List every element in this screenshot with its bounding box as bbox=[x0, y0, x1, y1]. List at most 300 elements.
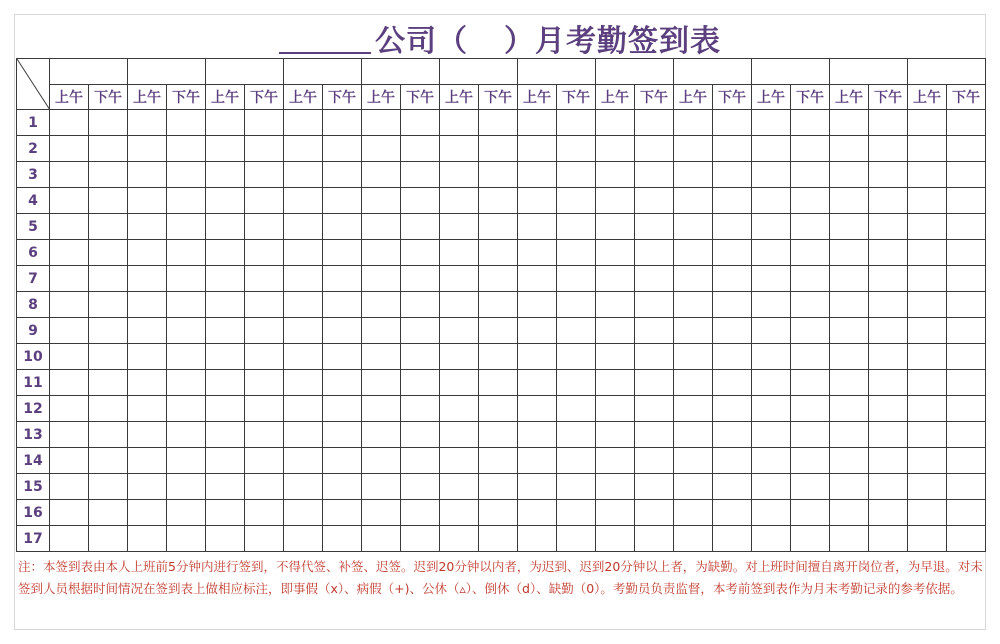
sign-in-cell[interactable] bbox=[401, 292, 440, 318]
sign-in-cell[interactable] bbox=[128, 110, 167, 136]
sign-in-cell[interactable] bbox=[791, 422, 830, 448]
sign-in-cell[interactable] bbox=[362, 318, 401, 344]
sign-in-cell[interactable] bbox=[401, 500, 440, 526]
sign-in-cell[interactable] bbox=[128, 240, 167, 266]
sign-in-cell[interactable] bbox=[50, 448, 89, 474]
sign-in-cell[interactable] bbox=[869, 474, 908, 500]
sign-in-cell[interactable] bbox=[557, 344, 596, 370]
sign-in-cell[interactable] bbox=[557, 318, 596, 344]
sign-in-cell[interactable] bbox=[50, 292, 89, 318]
date-cell[interactable] bbox=[362, 59, 440, 85]
sign-in-cell[interactable] bbox=[245, 136, 284, 162]
sign-in-cell[interactable] bbox=[674, 500, 713, 526]
sign-in-cell[interactable] bbox=[869, 266, 908, 292]
sign-in-cell[interactable] bbox=[830, 474, 869, 500]
sign-in-cell[interactable] bbox=[440, 292, 479, 318]
company-name-blank[interactable] bbox=[279, 22, 371, 54]
sign-in-cell[interactable] bbox=[791, 188, 830, 214]
sign-in-cell[interactable] bbox=[440, 162, 479, 188]
sign-in-cell[interactable] bbox=[596, 136, 635, 162]
sign-in-cell[interactable] bbox=[323, 370, 362, 396]
sign-in-cell[interactable] bbox=[284, 214, 323, 240]
sign-in-cell[interactable] bbox=[908, 526, 947, 552]
sign-in-cell[interactable] bbox=[284, 370, 323, 396]
sign-in-cell[interactable] bbox=[89, 344, 128, 370]
sign-in-cell[interactable] bbox=[323, 266, 362, 292]
sign-in-cell[interactable] bbox=[908, 318, 947, 344]
sign-in-cell[interactable] bbox=[479, 240, 518, 266]
sign-in-cell[interactable] bbox=[167, 500, 206, 526]
sign-in-cell[interactable] bbox=[791, 370, 830, 396]
sign-in-cell[interactable] bbox=[830, 214, 869, 240]
sign-in-cell[interactable] bbox=[167, 162, 206, 188]
sign-in-cell[interactable] bbox=[752, 422, 791, 448]
sign-in-cell[interactable] bbox=[713, 344, 752, 370]
sign-in-cell[interactable] bbox=[518, 526, 557, 552]
sign-in-cell[interactable] bbox=[479, 526, 518, 552]
sign-in-cell[interactable] bbox=[362, 344, 401, 370]
sign-in-cell[interactable] bbox=[440, 266, 479, 292]
sign-in-cell[interactable] bbox=[791, 448, 830, 474]
sign-in-cell[interactable] bbox=[362, 500, 401, 526]
sign-in-cell[interactable] bbox=[50, 136, 89, 162]
sign-in-cell[interactable] bbox=[557, 266, 596, 292]
sign-in-cell[interactable] bbox=[128, 162, 167, 188]
sign-in-cell[interactable] bbox=[89, 500, 128, 526]
sign-in-cell[interactable] bbox=[635, 110, 674, 136]
sign-in-cell[interactable] bbox=[713, 370, 752, 396]
sign-in-cell[interactable] bbox=[206, 318, 245, 344]
sign-in-cell[interactable] bbox=[362, 292, 401, 318]
sign-in-cell[interactable] bbox=[128, 136, 167, 162]
sign-in-cell[interactable] bbox=[401, 344, 440, 370]
sign-in-cell[interactable] bbox=[440, 214, 479, 240]
sign-in-cell[interactable] bbox=[752, 396, 791, 422]
sign-in-cell[interactable] bbox=[908, 396, 947, 422]
sign-in-cell[interactable] bbox=[284, 422, 323, 448]
sign-in-cell[interactable] bbox=[206, 526, 245, 552]
sign-in-cell[interactable] bbox=[323, 474, 362, 500]
sign-in-cell[interactable] bbox=[50, 110, 89, 136]
sign-in-cell[interactable] bbox=[674, 214, 713, 240]
sign-in-cell[interactable] bbox=[440, 344, 479, 370]
sign-in-cell[interactable] bbox=[50, 188, 89, 214]
sign-in-cell[interactable] bbox=[89, 474, 128, 500]
sign-in-cell[interactable] bbox=[557, 240, 596, 266]
sign-in-cell[interactable] bbox=[635, 162, 674, 188]
sign-in-cell[interactable] bbox=[713, 136, 752, 162]
sign-in-cell[interactable] bbox=[752, 448, 791, 474]
sign-in-cell[interactable] bbox=[479, 266, 518, 292]
sign-in-cell[interactable] bbox=[947, 136, 986, 162]
sign-in-cell[interactable] bbox=[947, 396, 986, 422]
sign-in-cell[interactable] bbox=[479, 188, 518, 214]
sign-in-cell[interactable] bbox=[167, 526, 206, 552]
sign-in-cell[interactable] bbox=[401, 110, 440, 136]
sign-in-cell[interactable] bbox=[167, 422, 206, 448]
sign-in-cell[interactable] bbox=[440, 188, 479, 214]
sign-in-cell[interactable] bbox=[596, 448, 635, 474]
sign-in-cell[interactable] bbox=[401, 422, 440, 448]
sign-in-cell[interactable] bbox=[869, 136, 908, 162]
sign-in-cell[interactable] bbox=[830, 162, 869, 188]
sign-in-cell[interactable] bbox=[596, 422, 635, 448]
sign-in-cell[interactable] bbox=[557, 214, 596, 240]
sign-in-cell[interactable] bbox=[284, 292, 323, 318]
sign-in-cell[interactable] bbox=[518, 240, 557, 266]
sign-in-cell[interactable] bbox=[908, 448, 947, 474]
sign-in-cell[interactable] bbox=[713, 188, 752, 214]
sign-in-cell[interactable] bbox=[596, 162, 635, 188]
date-cell[interactable] bbox=[752, 59, 830, 85]
sign-in-cell[interactable] bbox=[869, 162, 908, 188]
sign-in-cell[interactable] bbox=[89, 422, 128, 448]
sign-in-cell[interactable] bbox=[167, 396, 206, 422]
sign-in-cell[interactable] bbox=[128, 422, 167, 448]
sign-in-cell[interactable] bbox=[362, 188, 401, 214]
sign-in-cell[interactable] bbox=[440, 110, 479, 136]
sign-in-cell[interactable] bbox=[50, 318, 89, 344]
sign-in-cell[interactable] bbox=[869, 240, 908, 266]
sign-in-cell[interactable] bbox=[479, 318, 518, 344]
sign-in-cell[interactable] bbox=[128, 214, 167, 240]
sign-in-cell[interactable] bbox=[830, 500, 869, 526]
sign-in-cell[interactable] bbox=[50, 422, 89, 448]
sign-in-cell[interactable] bbox=[713, 214, 752, 240]
sign-in-cell[interactable] bbox=[557, 110, 596, 136]
sign-in-cell[interactable] bbox=[89, 240, 128, 266]
sign-in-cell[interactable] bbox=[323, 344, 362, 370]
sign-in-cell[interactable] bbox=[89, 396, 128, 422]
sign-in-cell[interactable] bbox=[713, 292, 752, 318]
sign-in-cell[interactable] bbox=[206, 266, 245, 292]
sign-in-cell[interactable] bbox=[128, 474, 167, 500]
sign-in-cell[interactable] bbox=[635, 214, 674, 240]
sign-in-cell[interactable] bbox=[167, 188, 206, 214]
sign-in-cell[interactable] bbox=[245, 500, 284, 526]
sign-in-cell[interactable] bbox=[206, 240, 245, 266]
sign-in-cell[interactable] bbox=[752, 500, 791, 526]
sign-in-cell[interactable] bbox=[479, 110, 518, 136]
sign-in-cell[interactable] bbox=[362, 110, 401, 136]
sign-in-cell[interactable] bbox=[167, 292, 206, 318]
sign-in-cell[interactable] bbox=[479, 162, 518, 188]
sign-in-cell[interactable] bbox=[479, 344, 518, 370]
sign-in-cell[interactable] bbox=[206, 396, 245, 422]
sign-in-cell[interactable] bbox=[596, 396, 635, 422]
sign-in-cell[interactable] bbox=[947, 240, 986, 266]
sign-in-cell[interactable] bbox=[557, 396, 596, 422]
sign-in-cell[interactable] bbox=[674, 292, 713, 318]
sign-in-cell[interactable] bbox=[362, 240, 401, 266]
sign-in-cell[interactable] bbox=[596, 344, 635, 370]
sign-in-cell[interactable] bbox=[89, 370, 128, 396]
sign-in-cell[interactable] bbox=[674, 162, 713, 188]
sign-in-cell[interactable] bbox=[635, 526, 674, 552]
sign-in-cell[interactable] bbox=[596, 500, 635, 526]
sign-in-cell[interactable] bbox=[89, 188, 128, 214]
sign-in-cell[interactable] bbox=[947, 162, 986, 188]
sign-in-cell[interactable] bbox=[206, 370, 245, 396]
sign-in-cell[interactable] bbox=[245, 214, 284, 240]
sign-in-cell[interactable] bbox=[518, 214, 557, 240]
sign-in-cell[interactable] bbox=[947, 448, 986, 474]
sign-in-cell[interactable] bbox=[635, 448, 674, 474]
sign-in-cell[interactable] bbox=[908, 370, 947, 396]
sign-in-cell[interactable] bbox=[596, 474, 635, 500]
sign-in-cell[interactable] bbox=[440, 136, 479, 162]
sign-in-cell[interactable] bbox=[245, 448, 284, 474]
sign-in-cell[interactable] bbox=[518, 474, 557, 500]
sign-in-cell[interactable] bbox=[635, 474, 674, 500]
sign-in-cell[interactable] bbox=[557, 526, 596, 552]
date-cell[interactable] bbox=[206, 59, 284, 85]
sign-in-cell[interactable] bbox=[752, 240, 791, 266]
sign-in-cell[interactable] bbox=[674, 396, 713, 422]
sign-in-cell[interactable] bbox=[206, 448, 245, 474]
sign-in-cell[interactable] bbox=[50, 344, 89, 370]
sign-in-cell[interactable] bbox=[401, 526, 440, 552]
sign-in-cell[interactable] bbox=[635, 396, 674, 422]
sign-in-cell[interactable] bbox=[635, 344, 674, 370]
sign-in-cell[interactable] bbox=[908, 474, 947, 500]
sign-in-cell[interactable] bbox=[908, 266, 947, 292]
sign-in-cell[interactable] bbox=[908, 110, 947, 136]
sign-in-cell[interactable] bbox=[674, 136, 713, 162]
sign-in-cell[interactable] bbox=[713, 474, 752, 500]
sign-in-cell[interactable] bbox=[362, 448, 401, 474]
sign-in-cell[interactable] bbox=[752, 318, 791, 344]
sign-in-cell[interactable] bbox=[284, 448, 323, 474]
sign-in-cell[interactable] bbox=[830, 188, 869, 214]
sign-in-cell[interactable] bbox=[518, 110, 557, 136]
sign-in-cell[interactable] bbox=[791, 292, 830, 318]
sign-in-cell[interactable] bbox=[947, 292, 986, 318]
sign-in-cell[interactable] bbox=[947, 500, 986, 526]
sign-in-cell[interactable] bbox=[323, 500, 362, 526]
sign-in-cell[interactable] bbox=[635, 422, 674, 448]
sign-in-cell[interactable] bbox=[596, 266, 635, 292]
sign-in-cell[interactable] bbox=[479, 500, 518, 526]
sign-in-cell[interactable] bbox=[284, 188, 323, 214]
sign-in-cell[interactable] bbox=[401, 396, 440, 422]
sign-in-cell[interactable] bbox=[518, 500, 557, 526]
sign-in-cell[interactable] bbox=[869, 500, 908, 526]
sign-in-cell[interactable] bbox=[908, 344, 947, 370]
sign-in-cell[interactable] bbox=[245, 318, 284, 344]
sign-in-cell[interactable] bbox=[752, 292, 791, 318]
sign-in-cell[interactable] bbox=[830, 266, 869, 292]
sign-in-cell[interactable] bbox=[50, 214, 89, 240]
sign-in-cell[interactable] bbox=[908, 214, 947, 240]
sign-in-cell[interactable] bbox=[362, 474, 401, 500]
sign-in-cell[interactable] bbox=[791, 266, 830, 292]
sign-in-cell[interactable] bbox=[401, 136, 440, 162]
sign-in-cell[interactable] bbox=[128, 396, 167, 422]
sign-in-cell[interactable] bbox=[323, 162, 362, 188]
sign-in-cell[interactable] bbox=[323, 422, 362, 448]
sign-in-cell[interactable] bbox=[206, 292, 245, 318]
sign-in-cell[interactable] bbox=[596, 188, 635, 214]
sign-in-cell[interactable] bbox=[791, 110, 830, 136]
sign-in-cell[interactable] bbox=[713, 448, 752, 474]
sign-in-cell[interactable] bbox=[518, 292, 557, 318]
sign-in-cell[interactable] bbox=[128, 526, 167, 552]
sign-in-cell[interactable] bbox=[947, 214, 986, 240]
sign-in-cell[interactable] bbox=[557, 292, 596, 318]
sign-in-cell[interactable] bbox=[89, 318, 128, 344]
sign-in-cell[interactable] bbox=[245, 292, 284, 318]
sign-in-cell[interactable] bbox=[713, 266, 752, 292]
sign-in-cell[interactable] bbox=[167, 110, 206, 136]
sign-in-cell[interactable] bbox=[284, 500, 323, 526]
sign-in-cell[interactable] bbox=[869, 448, 908, 474]
sign-in-cell[interactable] bbox=[830, 110, 869, 136]
sign-in-cell[interactable] bbox=[245, 344, 284, 370]
sign-in-cell[interactable] bbox=[752, 214, 791, 240]
sign-in-cell[interactable] bbox=[869, 318, 908, 344]
sign-in-cell[interactable] bbox=[557, 500, 596, 526]
sign-in-cell[interactable] bbox=[245, 474, 284, 500]
sign-in-cell[interactable] bbox=[479, 474, 518, 500]
sign-in-cell[interactable] bbox=[128, 344, 167, 370]
sign-in-cell[interactable] bbox=[518, 188, 557, 214]
date-cell[interactable] bbox=[908, 59, 986, 85]
sign-in-cell[interactable] bbox=[518, 344, 557, 370]
sign-in-cell[interactable] bbox=[830, 422, 869, 448]
sign-in-cell[interactable] bbox=[284, 240, 323, 266]
sign-in-cell[interactable] bbox=[713, 240, 752, 266]
sign-in-cell[interactable] bbox=[128, 500, 167, 526]
sign-in-cell[interactable] bbox=[947, 318, 986, 344]
sign-in-cell[interactable] bbox=[791, 344, 830, 370]
sign-in-cell[interactable] bbox=[284, 344, 323, 370]
sign-in-cell[interactable] bbox=[323, 240, 362, 266]
sign-in-cell[interactable] bbox=[752, 136, 791, 162]
sign-in-cell[interactable] bbox=[323, 292, 362, 318]
sign-in-cell[interactable] bbox=[674, 188, 713, 214]
sign-in-cell[interactable] bbox=[830, 240, 869, 266]
sign-in-cell[interactable] bbox=[401, 188, 440, 214]
sign-in-cell[interactable] bbox=[518, 266, 557, 292]
sign-in-cell[interactable] bbox=[479, 136, 518, 162]
sign-in-cell[interactable] bbox=[128, 188, 167, 214]
sign-in-cell[interactable] bbox=[596, 240, 635, 266]
sign-in-cell[interactable] bbox=[440, 474, 479, 500]
sign-in-cell[interactable] bbox=[674, 526, 713, 552]
sign-in-cell[interactable] bbox=[167, 344, 206, 370]
sign-in-cell[interactable] bbox=[713, 396, 752, 422]
sign-in-cell[interactable] bbox=[791, 500, 830, 526]
sign-in-cell[interactable] bbox=[362, 526, 401, 552]
sign-in-cell[interactable] bbox=[128, 266, 167, 292]
sign-in-cell[interactable] bbox=[947, 344, 986, 370]
sign-in-cell[interactable] bbox=[284, 396, 323, 422]
sign-in-cell[interactable] bbox=[557, 188, 596, 214]
sign-in-cell[interactable] bbox=[362, 266, 401, 292]
sign-in-cell[interactable] bbox=[557, 474, 596, 500]
sign-in-cell[interactable] bbox=[401, 318, 440, 344]
sign-in-cell[interactable] bbox=[284, 110, 323, 136]
sign-in-cell[interactable] bbox=[206, 214, 245, 240]
sign-in-cell[interactable] bbox=[323, 136, 362, 162]
sign-in-cell[interactable] bbox=[635, 292, 674, 318]
sign-in-cell[interactable] bbox=[167, 448, 206, 474]
sign-in-cell[interactable] bbox=[362, 422, 401, 448]
sign-in-cell[interactable] bbox=[440, 526, 479, 552]
sign-in-cell[interactable] bbox=[128, 292, 167, 318]
sign-in-cell[interactable] bbox=[869, 422, 908, 448]
sign-in-cell[interactable] bbox=[635, 318, 674, 344]
sign-in-cell[interactable] bbox=[830, 344, 869, 370]
sign-in-cell[interactable] bbox=[245, 526, 284, 552]
sign-in-cell[interactable] bbox=[245, 110, 284, 136]
sign-in-cell[interactable] bbox=[791, 214, 830, 240]
sign-in-cell[interactable] bbox=[596, 110, 635, 136]
sign-in-cell[interactable] bbox=[752, 526, 791, 552]
sign-in-cell[interactable] bbox=[791, 396, 830, 422]
sign-in-cell[interactable] bbox=[908, 422, 947, 448]
sign-in-cell[interactable] bbox=[713, 318, 752, 344]
sign-in-cell[interactable] bbox=[518, 370, 557, 396]
sign-in-cell[interactable] bbox=[947, 266, 986, 292]
sign-in-cell[interactable] bbox=[674, 370, 713, 396]
sign-in-cell[interactable] bbox=[245, 396, 284, 422]
date-cell[interactable] bbox=[596, 59, 674, 85]
sign-in-cell[interactable] bbox=[752, 188, 791, 214]
sign-in-cell[interactable] bbox=[791, 162, 830, 188]
sign-in-cell[interactable] bbox=[713, 422, 752, 448]
sign-in-cell[interactable] bbox=[401, 162, 440, 188]
sign-in-cell[interactable] bbox=[89, 526, 128, 552]
date-cell[interactable] bbox=[440, 59, 518, 85]
sign-in-cell[interactable] bbox=[479, 448, 518, 474]
sign-in-cell[interactable] bbox=[128, 370, 167, 396]
sign-in-cell[interactable] bbox=[908, 240, 947, 266]
sign-in-cell[interactable] bbox=[362, 214, 401, 240]
sign-in-cell[interactable] bbox=[518, 318, 557, 344]
sign-in-cell[interactable] bbox=[947, 474, 986, 500]
sign-in-cell[interactable] bbox=[674, 240, 713, 266]
sign-in-cell[interactable] bbox=[50, 526, 89, 552]
sign-in-cell[interactable] bbox=[89, 110, 128, 136]
sign-in-cell[interactable] bbox=[440, 448, 479, 474]
sign-in-cell[interactable] bbox=[908, 292, 947, 318]
sign-in-cell[interactable] bbox=[674, 422, 713, 448]
sign-in-cell[interactable] bbox=[635, 500, 674, 526]
sign-in-cell[interactable] bbox=[50, 396, 89, 422]
sign-in-cell[interactable] bbox=[947, 370, 986, 396]
sign-in-cell[interactable] bbox=[50, 370, 89, 396]
date-cell[interactable] bbox=[830, 59, 908, 85]
sign-in-cell[interactable] bbox=[89, 162, 128, 188]
sign-in-cell[interactable] bbox=[323, 448, 362, 474]
sign-in-cell[interactable] bbox=[284, 162, 323, 188]
sign-in-cell[interactable] bbox=[596, 318, 635, 344]
sign-in-cell[interactable] bbox=[713, 110, 752, 136]
sign-in-cell[interactable] bbox=[752, 474, 791, 500]
sign-in-cell[interactable] bbox=[869, 344, 908, 370]
sign-in-cell[interactable] bbox=[947, 188, 986, 214]
sign-in-cell[interactable] bbox=[869, 292, 908, 318]
sign-in-cell[interactable] bbox=[440, 500, 479, 526]
sign-in-cell[interactable] bbox=[596, 214, 635, 240]
sign-in-cell[interactable] bbox=[323, 526, 362, 552]
sign-in-cell[interactable] bbox=[518, 136, 557, 162]
sign-in-cell[interactable] bbox=[245, 266, 284, 292]
sign-in-cell[interactable] bbox=[440, 422, 479, 448]
sign-in-cell[interactable] bbox=[245, 370, 284, 396]
